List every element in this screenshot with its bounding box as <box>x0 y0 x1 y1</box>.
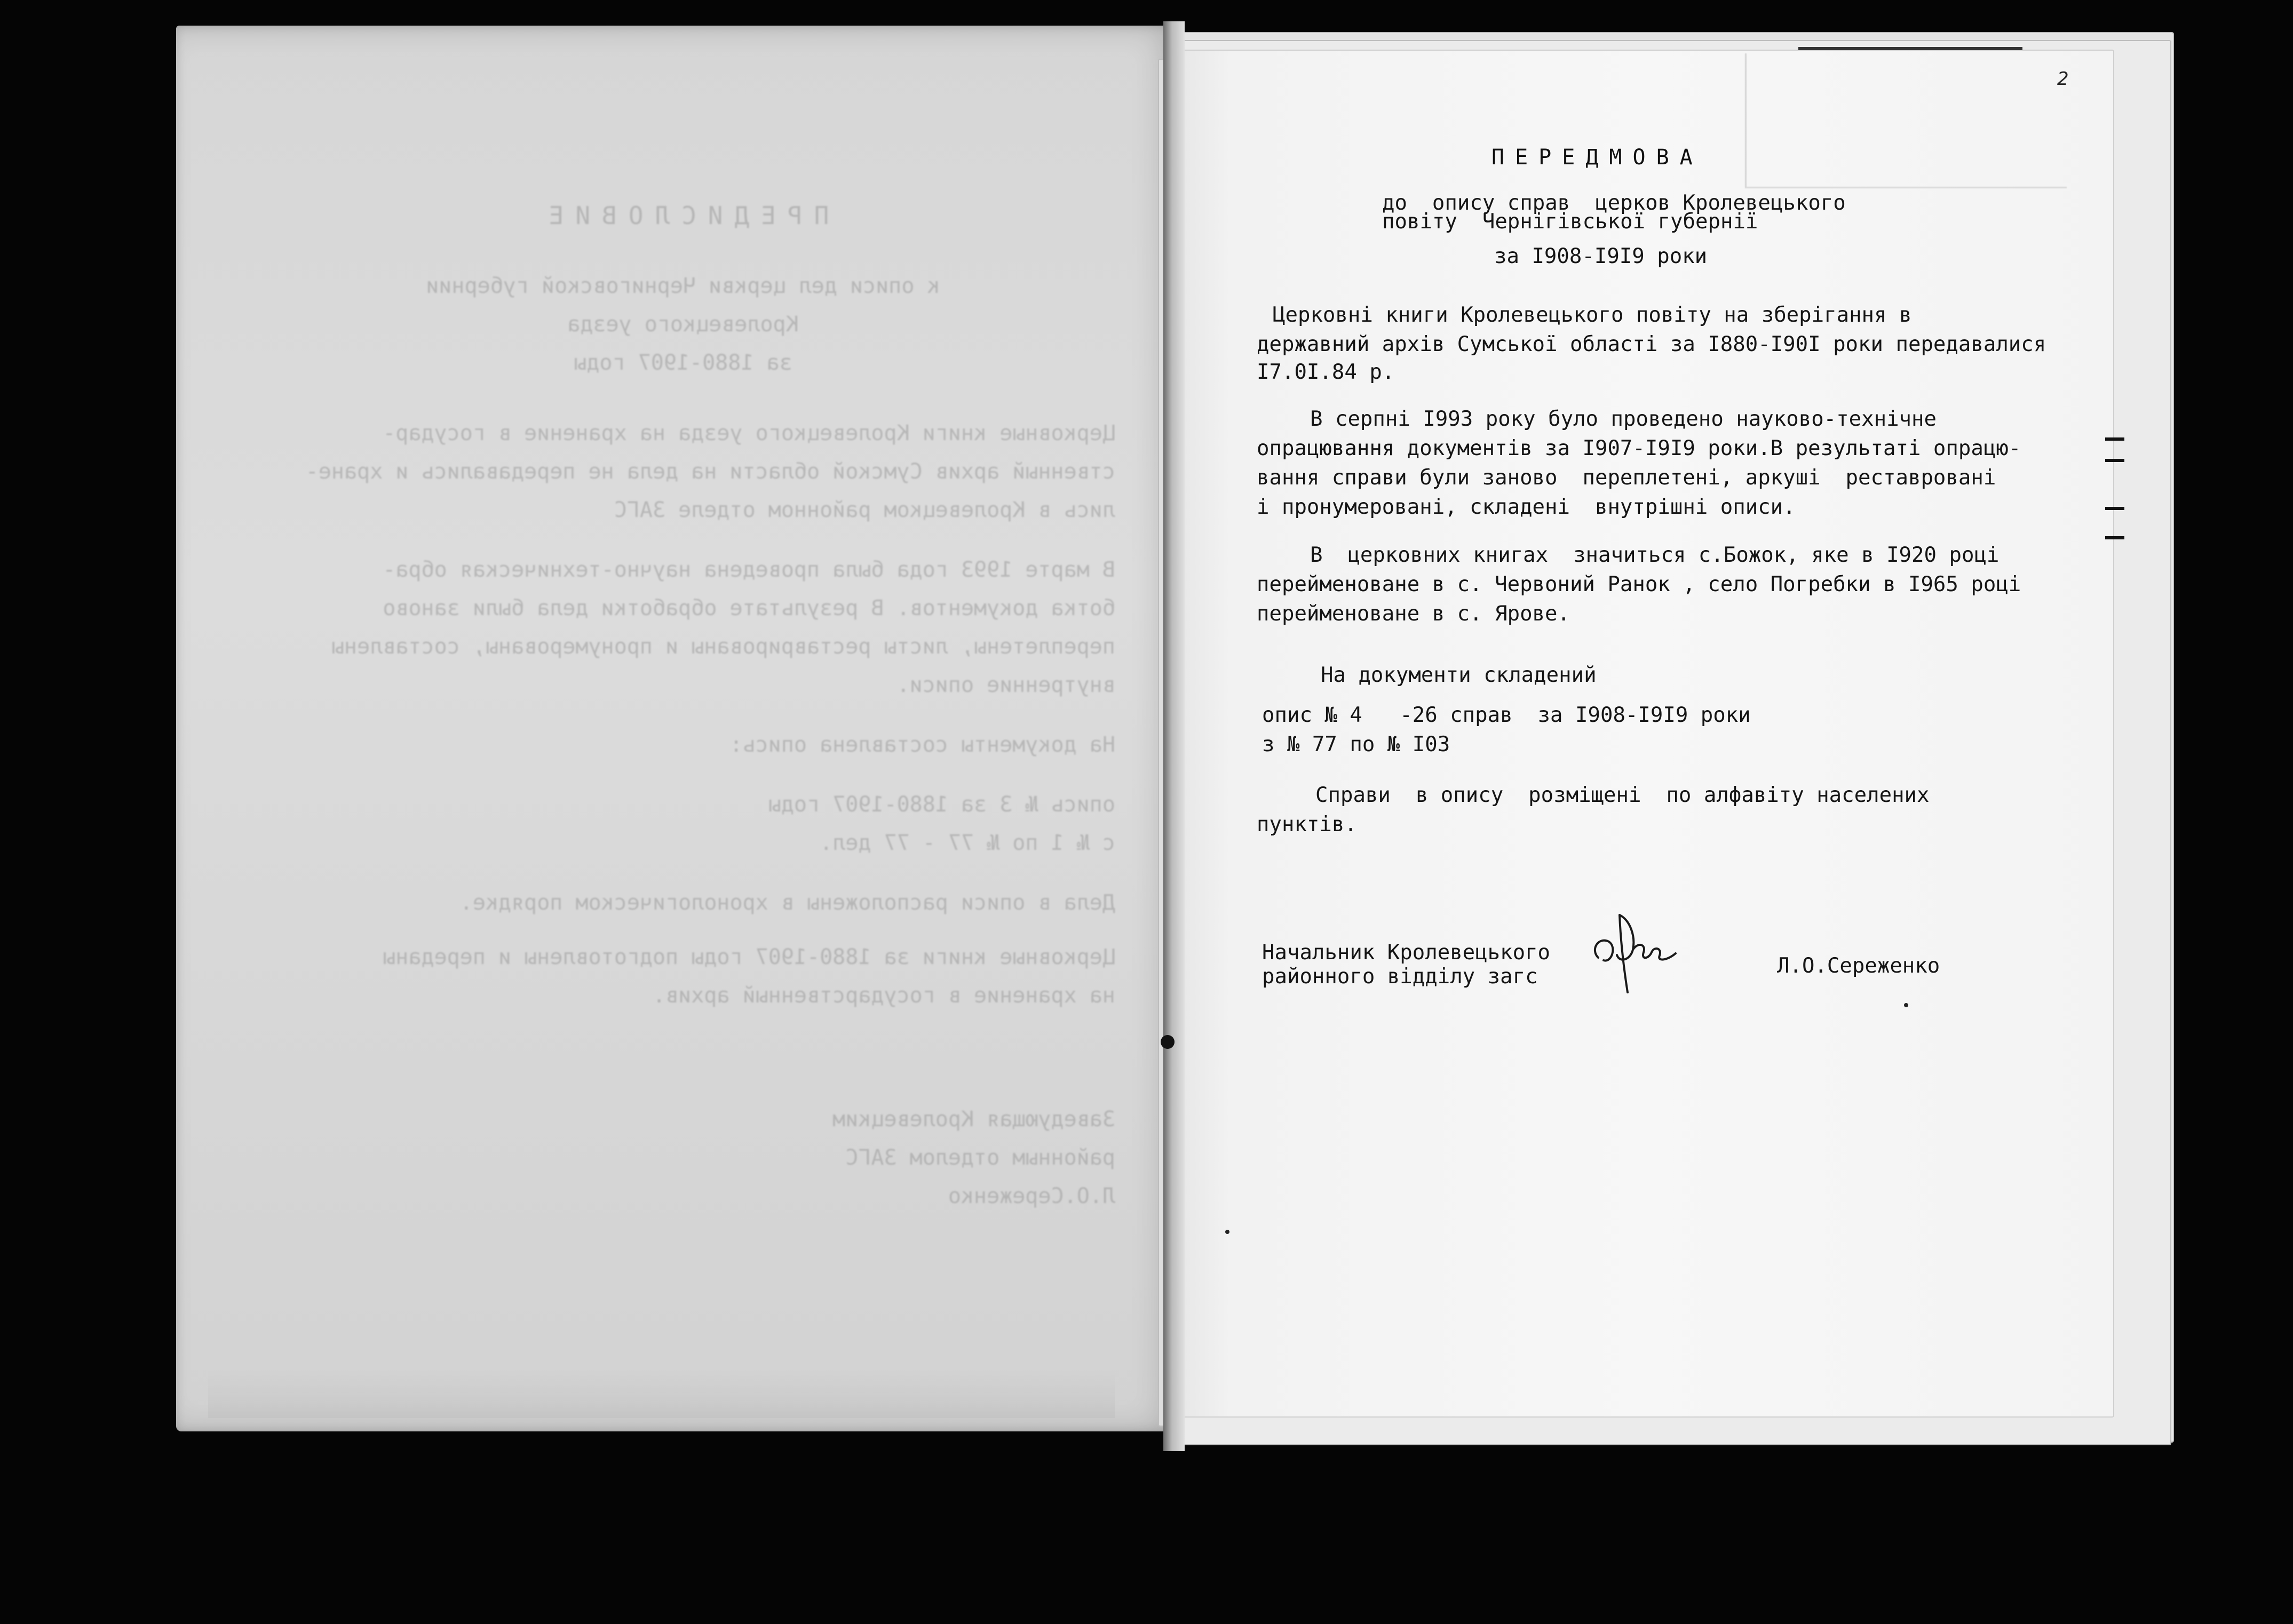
margin-mark <box>2105 437 2124 441</box>
paragraph-line: державний архів Сумської області за I880-I90I роки передавалися <box>1257 332 2046 356</box>
showthrough-line: лись в Кролевецком районном отделе ЗАГС <box>614 498 1115 522</box>
showthrough-line: опись № 3 за 1880-1907 годы <box>768 792 1115 817</box>
margin-mark <box>2105 536 2124 539</box>
page-number: 2 <box>2057 68 2069 90</box>
book-spine <box>1163 21 1185 1451</box>
paragraph-line: I7.0I.84 р. <box>1257 360 1395 384</box>
closing-line: Справи в опису розміщені по алфавіту населених <box>1315 783 1930 807</box>
signatory-department: районного відділу загс <box>1262 965 1538 989</box>
showthrough-line: на хранение в государственный архив. <box>653 983 1115 1008</box>
paragraph-line: опрацювання документів за I907-I9I9 роки.В результаті опрацю- <box>1257 436 2021 460</box>
ink-dot <box>1225 1230 1229 1234</box>
showthrough-line: с № 1 по № 77 - 77 дел. <box>820 831 1115 855</box>
showthrough-text <box>251 196 1115 1215</box>
subtitle-line: до опису справ церков Кролевецького <box>1382 191 1846 215</box>
handwritten-signature <box>1588 899 1684 1000</box>
showthrough-line: Церковные книги за 1880-1907 годы подготовлены и переданы <box>383 945 1115 969</box>
paragraph-line: Церковні книги Кролевецького повіту на зберігання в <box>1273 303 1912 327</box>
showthrough-line: Заведующая Кролевецким <box>832 1107 1115 1132</box>
showthrough-line: к описи дел церкви Черниговской губернии <box>426 274 940 298</box>
showthrough-line: за 1880-1907 годы <box>574 351 792 375</box>
showthrough-line: переплетены, листы реставрированы и пронумерованы, составлены <box>331 634 1115 659</box>
showthrough-line: В марте 1993 года была проведена научно-техническая обра- <box>383 558 1115 582</box>
margin-mark <box>2105 459 2124 462</box>
documents-intro: На документи складений <box>1321 663 1597 687</box>
binding-hole <box>1161 1035 1175 1049</box>
inventory-line: опис № 4 -26 справ за I908-I9I9 роки <box>1262 703 1751 727</box>
inventory-range: з № 77 по № I03 <box>1262 733 1450 757</box>
paragraph-line: перейменоване в с. Ярове. <box>1257 602 1570 626</box>
paragraph-line: В церковних книгах значиться с.Божок, яке в I920 році <box>1310 543 2000 567</box>
paragraph-line: вання справи були заново переплетені, аркуші реставровані <box>1257 466 1996 490</box>
showthrough-line: ботка документов. В результате обработки дела были заново <box>383 596 1115 620</box>
showthrough-line: внутренние описи. <box>896 673 1115 697</box>
document-title: ПЕРЕДМОВА <box>1491 145 1703 170</box>
showthrough-line: Дела в описи расположены в хронологическом порядке. <box>459 890 1115 915</box>
showthrough-line: На документы составлена опись: <box>729 733 1115 757</box>
period-line: за I908-I9I9 роки <box>1494 244 1708 268</box>
left-page <box>176 26 1179 1431</box>
paragraph-line: перейменоване в с. Червоний Ранок , село Погребки в I965 році <box>1257 572 2021 596</box>
subtitle-line: повіту Чернігівської губернії <box>1382 210 1758 234</box>
showthrough-title: ПРЕДИСЛОВИЕ <box>537 201 829 230</box>
ink-dot <box>1904 1003 1908 1007</box>
showthrough-line: районным отделом ЗАГС <box>845 1145 1115 1170</box>
paragraph-line: В серпні I993 року було проведено науково-технічне <box>1310 407 1937 431</box>
showthrough-line: Л.О.Сереженко <box>948 1184 1115 1208</box>
showthrough-line: Церковные книги Кролевецкого уезда на хранение в государ- <box>383 421 1115 445</box>
showthrough-line: ственный архив Сумской области на дела не передавались и хране- <box>305 459 1115 484</box>
signatory-name: Л.О.Сереженко <box>1777 954 1940 978</box>
archive-stamp <box>1745 53 2067 188</box>
signatory-position: Начальник Кролевецького <box>1262 941 1551 965</box>
margin-mark <box>2105 507 2124 510</box>
showthrough-line: Кролевецкого уезда <box>567 312 799 337</box>
paragraph-line: і пронумеровані, складені внутрішні описи. <box>1257 495 1796 519</box>
closing-line: пунктів. <box>1257 813 1357 837</box>
